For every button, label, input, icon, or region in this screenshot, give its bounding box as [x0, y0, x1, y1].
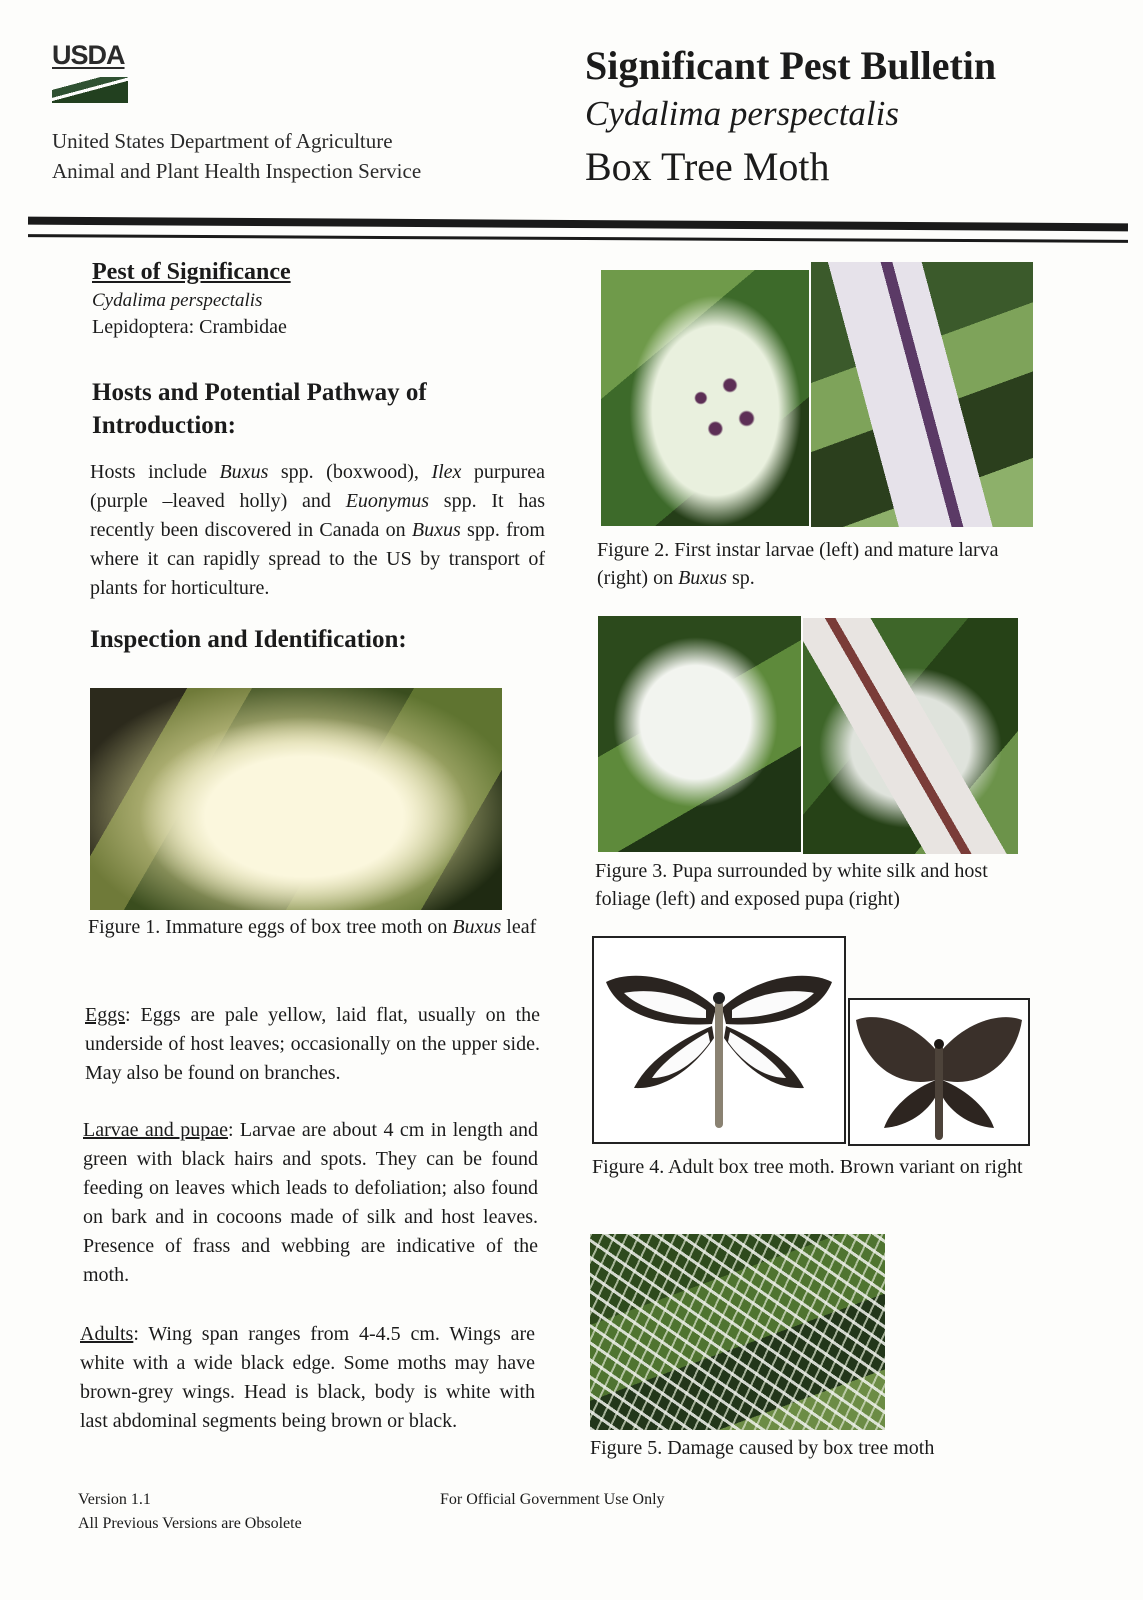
figure-1-caption-suffix: leaf [501, 916, 537, 938]
figure-3-caption: Figure 3. Pupa surrounded by white silk and host foliage (left) and exposed pupa (right) [595, 860, 988, 910]
usda-logo [52, 40, 132, 106]
agency-line-2: Animal and Plant Health Inspection Service [52, 159, 422, 183]
larvae-term: Larvae and pupae [83, 1119, 228, 1141]
figure-2-caption-suffix: sp. [726, 567, 755, 589]
figure-4-brown-variant-photo [848, 998, 1030, 1146]
figure-5-caption: Figure 5. Damage caused by box tree moth [590, 1437, 935, 1459]
hosts-text-3: purpurea (purple –leaved holly) and [90, 461, 546, 512]
usda-logo-text: USDA [52, 40, 125, 70]
eggs-paragraph [85, 1001, 540, 1088]
usda-logo-mark-icon [52, 77, 128, 103]
larvae-text: : Larvae are about 4 cm in length and green with black hairs and spots. They can be found feeding on leaves which leads to defoliation; also found on bark and in cocoons made of silk and host leaves. Presence of frass and webbing are indicative of the moth. [83, 1119, 539, 1286]
figure-4-caption: Figure 4. Adult box tree moth. Brown variant on right [592, 1156, 1023, 1178]
inspection-heading: Inspection and Identification: [90, 626, 407, 653]
figure-2-caption-genus: Buxus [678, 567, 727, 589]
agency-name [52, 126, 421, 186]
adults-paragraph [80, 1320, 535, 1436]
bulletin-title: Significant Pest Bulletin [585, 43, 997, 88]
footer-version: Version 1.1 [78, 1491, 151, 1508]
figure-2-caption-prefix: Figure 2. First instar larvae (left) and mature larva (right) on [597, 539, 999, 589]
header-scientific-name: Cydalima perspectalis [585, 94, 899, 133]
hosts-paragraph [90, 458, 545, 603]
eggs-term: Eggs [85, 1004, 125, 1026]
header-divider-thin [28, 234, 1128, 243]
header-common-name: Box Tree Moth [585, 144, 830, 189]
pest-scientific-name: Cydalima perspectalis [92, 290, 263, 311]
figure-2-mature-larva-photo [811, 262, 1033, 527]
larvae-paragraph [83, 1116, 538, 1290]
figure-3-exposed-pupa-photo [803, 618, 1018, 854]
pest-heading: Pest of Significance [92, 259, 291, 285]
figure-2-caption [597, 536, 1037, 592]
footer-official-use: For Official Government Use Only [440, 1491, 665, 1508]
hosts-genus-buxus: Buxus [219, 461, 269, 483]
hosts-genus-euonymus: Euonymus [345, 490, 430, 512]
figure-1-caption-prefix: Figure 1. Immature eggs of box tree moth on [88, 916, 453, 938]
white-moth-icon [594, 938, 844, 1142]
footer-version-block [78, 1488, 302, 1536]
figure-3-pupa-in-silk-photo [598, 616, 801, 852]
hosts-heading: Hosts and Potential Pathway of Introduction: [92, 379, 427, 439]
hosts-text-4: spp. It has recently been discovered in Canada on [90, 490, 545, 541]
brown-moth-icon [850, 1000, 1028, 1144]
figure-1-caption [88, 913, 543, 941]
eggs-text: : Eggs are pale yellow, laid flat, usually on the underside of host leaves; occasionally on the upper side. May also be found on branches. [85, 1004, 540, 1084]
adults-text: : Wing span ranges from 4-4.5 cm. Wings are white with a wide black edge. Some moths may have brown-grey wings. Head is black, body is white with last abdominal segments being brown or black. [80, 1323, 535, 1432]
hosts-text-2: spp. (boxwood), [268, 461, 432, 483]
figure-5-damage-photo [590, 1234, 885, 1430]
hosts-genus-buxus-2: Buxus [411, 519, 461, 541]
hosts-text-5: spp. from where it can rapidly spread to the US by transport of plants for horticulture. [90, 519, 545, 599]
adults-term: Adults [80, 1323, 134, 1345]
hosts-text-1: Hosts include [90, 461, 220, 483]
figure-1-caption-genus: Buxus [452, 916, 502, 938]
figure-2-first-instar-larvae-photo [601, 270, 809, 526]
footer-obsolete-note: All Previous Versions are Obsolete [78, 1515, 302, 1532]
agency-line-1: United States Department of Agriculture [52, 129, 393, 153]
figure-4-adult-moth-photo [592, 936, 846, 1144]
pest-taxonomy: Lepidoptera: Crambidae [92, 316, 287, 338]
header-divider-thick [28, 217, 1128, 232]
figure-1-eggs-photo [90, 688, 502, 910]
hosts-genus-ilex: Ilex [431, 461, 462, 483]
